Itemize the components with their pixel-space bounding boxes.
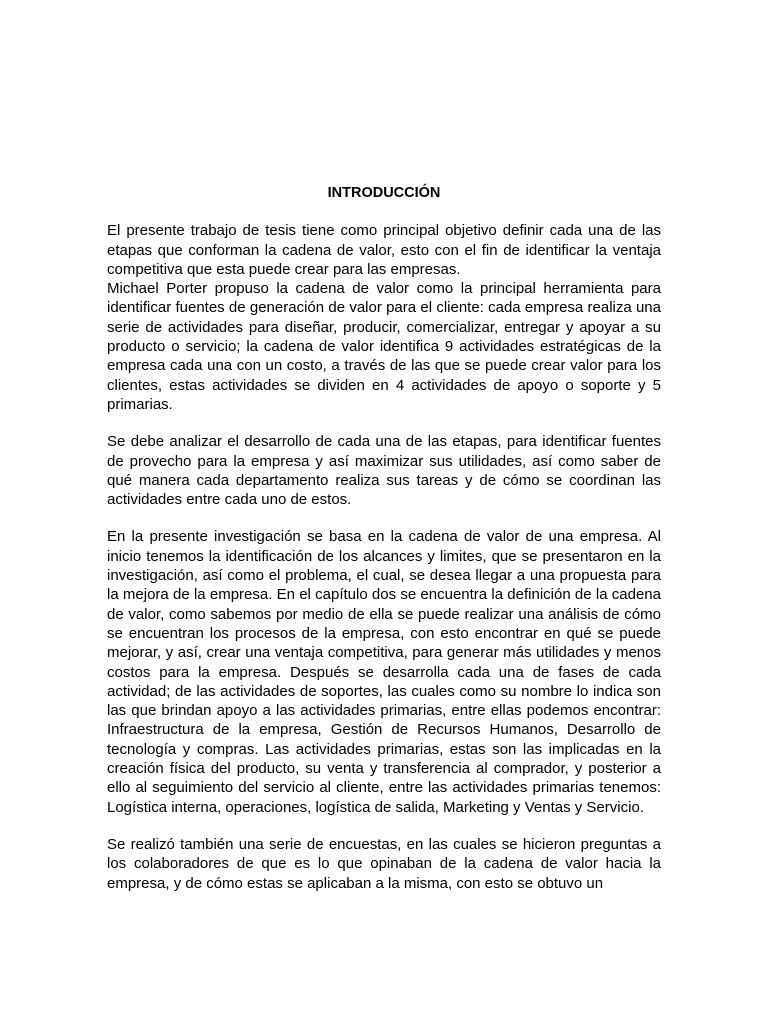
- paragraph-surveys: Se realizó también una serie de encuestas, en las cuales se hicieron preguntas a los colaboradores de que es lo que opinaban de la cadena de valor hacia la empresa, y de cómo estas se aplicaban a la misma, con esto se obtuvo un: [107, 835, 661, 892]
- document-body: [107, 184, 661, 893]
- paragraph-investigation: En la presente investigación se basa en la cadena de valor de una empresa. Al inicio tenemos la identificación de los alcances y limites, que se presentaron en la investigación, así como el problema, el cual, se desea llegar a una propuesta para la mejora de la empresa. En el capítulo dos se encuentra la definición de la cadena de valor, como sabemos por medio de ella se puede realizar una análisis de cómo se encuentran los procesos de la empresa, con esto encontrar en qué se puede mejorar, y así, crear una ventaja competitiva, para generar más utilidades y menos costos para la empresa. Después se desarrolla cada una de fases de cada actividad; de las actividades de soportes, las cuales como su nombre lo indica son las que brindan apoyo a las actividades primarias, entre ellas podemos encontrar: Infraestructura de la empresa, Gestión de Recursos Humanos, Desarrollo de tecnología y compras. Las actividades primarias, estas son las implicadas en la creación física del producto, su venta y transferencia al comprador, y posterior a ello al seguimiento del servicio al cliente, entre las actividades primarias tenemos: Logística interna, operaciones, logística de salida, Marketing y Ventas y Servicio.: [107, 528, 661, 816]
- document-title: INTRODUCCIÓN: [327, 185, 441, 201]
- paragraph-porter: Michael Porter propuso la cadena de valor como la principal herramienta para identificar fuentes de generación de valor para el cliente: cada empresa realiza una serie de actividades para diseñar, producir, comercializar, entregar y apoyar a su producto o servicio; la cadena de valor identifica 9 actividades estratégicas de la empresa cada una con un costo, a través de las que se puede crear valor para los clientes, estas actividades se dividen en 4 actividades de apoyo o soporte y 5 primarias.: [107, 280, 661, 413]
- paragraph-analysis: Se debe analizar el desarrollo de cada una de las etapas, para identificar fuentes de provecho para la empresa y así maximizar sus utilidades, así como saber de qué manera cada departamento realiza sus tareas y de cómo se coordinan las actividades entre cada uno de estos.: [107, 433, 661, 509]
- paragraph-objective: El presente trabajo de tesis tiene como principal objetivo definir cada una de las etapas que conforman la cadena de valor, esto con el fin de identificar la ventaja competitiva que esta puede crear para las empresas.: [107, 222, 661, 278]
